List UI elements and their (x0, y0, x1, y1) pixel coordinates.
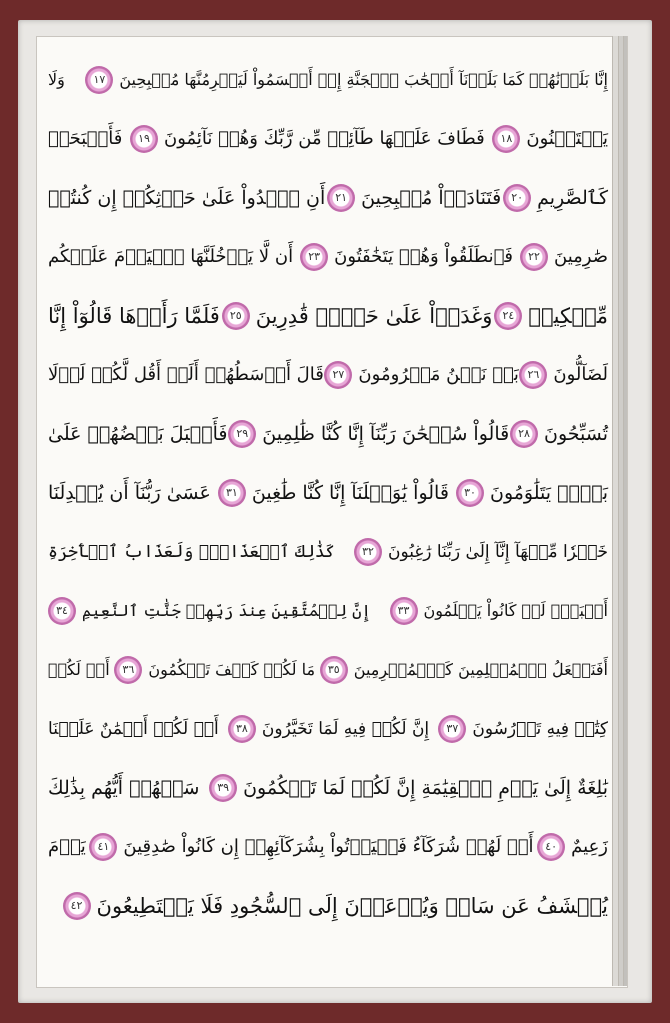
verse-line (48, 581, 608, 640)
verse-segment (48, 187, 325, 209)
verse-text: إِنَّ لَكُمۡ فِيهِ لَمَا تَخَيَّرُونَ (261, 718, 430, 739)
verse-text: تُسَبِّحُونَ (543, 422, 608, 445)
verse-line (48, 109, 608, 168)
verse-line (48, 817, 608, 876)
ayah-number-marker: ١٩ (130, 125, 158, 153)
verse-text: كَذَٰلِكَ ٱلۡعَذَابُۖ وَلَعَذَابُ ٱلۡأٓخِرَةِ (48, 542, 335, 562)
verse-text: فَلَمَّا رَأَوۡهَا قَالُوٓاْ إِنَّا (48, 303, 220, 328)
verse-segment (209, 774, 608, 802)
verse-text: أَمۡ لَهُمۡ شُرَكَآءُ فَلۡيَأۡتُواْ بِشُرَكَآئِهِمۡ إِن كَانُواْ صَٰدِقِينَ (123, 836, 534, 857)
verse-segment (48, 246, 293, 267)
ayah-number-marker: ٢٩ (228, 420, 256, 448)
ayah-number-marker: ٤٠ (537, 833, 565, 861)
verse-text: أَمۡ لَكُمۡ (48, 660, 110, 679)
verse-text: أَن لَّا يَدۡخُلَنَّهَا ٱلۡيَوۡمَ عَلَيۡكُم (48, 246, 294, 267)
verse-text: يَسۡتَثۡنُونَ (526, 128, 608, 149)
verse-segment (324, 361, 518, 389)
ayah-number-marker: ٣٣ (390, 597, 418, 625)
verse-segment (492, 125, 608, 153)
verse-line (48, 876, 608, 935)
verse-line (48, 168, 608, 227)
verse-text: كَٱلصَّرِيمِ (537, 186, 608, 209)
verse-text: فَأَقۡبَلَ بَعۡضُهُمۡ عَلَىٰ (48, 422, 228, 445)
verse-segment (48, 777, 199, 799)
verse-segment (48, 423, 227, 445)
verse-text: وَلَا (48, 70, 65, 89)
verse-line (48, 463, 608, 522)
verse-segment (63, 892, 608, 920)
verse-text: يُكۡشَفُ عَن سَاقٖ وَيُدۡعَوۡنَ إِلَى ٱلسُّجُودِ فَلَا يَسۡتَطِيعُونَ (96, 893, 608, 918)
verse-text: إِنَّ لِلۡمُتَّقِينَ عِندَ رَبِّهِمۡ جَنَّٰتِ ٱلنَّعِيمِ (82, 601, 371, 620)
ayah-number-marker: ٢٨ (510, 420, 538, 448)
verse-segment (48, 482, 211, 504)
verse-segment (510, 420, 608, 448)
verse-segment (48, 70, 65, 89)
ayah-number-marker: ٣٨ (228, 715, 256, 743)
verse-segment (456, 479, 608, 507)
ayah-number-marker: ٣٤ (48, 597, 76, 625)
verse-text: أَكۡبَرُۚ لَوۡ كَانُواْ يَعۡلَمُونَ (423, 601, 608, 620)
ayah-number-marker: ٢١ (327, 184, 355, 212)
verse-segment (519, 361, 608, 389)
ayah-number-marker: ٤٢ (63, 892, 91, 920)
verse-segment (390, 597, 609, 625)
verse-segment (85, 66, 608, 94)
ayah-number-marker: ٢٦ (519, 361, 547, 389)
ayah-number-marker: ٢٥ (222, 302, 250, 330)
verse-segment (537, 833, 608, 861)
verse-text: كِتَٰبٞ فِيهِ تَدۡرُسُونَ (472, 718, 608, 739)
verse-segment (48, 597, 371, 625)
ayah-number-marker: ٣١ (218, 479, 246, 507)
verse-segment (48, 660, 110, 679)
verse-text: فَطَافَ عَلَيۡهَا طَآئِفٞ مِّن رَّبِّكَ وَهُمۡ نَآئِمُونَ (163, 128, 485, 149)
ayah-number-marker: ٣٥ (320, 656, 348, 684)
page-edge (623, 36, 627, 986)
verse-segment (89, 833, 533, 861)
verse-text: قَالُواْ يَٰوَيۡلَنَآ إِنَّا كُنَّا طَٰغِينَ (251, 481, 449, 504)
verse-segment (520, 243, 608, 271)
ayah-number-marker: ١٨ (492, 125, 520, 153)
ayah-number-marker: ٢٠ (503, 184, 531, 212)
ayah-number-marker: ٤١ (89, 833, 117, 861)
verse-segment (48, 364, 324, 385)
verse-text: سَلۡهُمۡ أَيُّهُم بِذَٰلِكَ (48, 776, 200, 799)
verse-text: زَعِيمٌ (571, 836, 608, 857)
verse-text: وَغَدَوۡاْ عَلَىٰ حَرۡدٖ قَٰدِرِينَ (255, 303, 493, 328)
verse-line (48, 286, 608, 345)
verse-segment (48, 128, 122, 149)
verse-text: يَوۡمَ (48, 836, 86, 857)
verse-segment (320, 656, 608, 684)
verse-text: قَالُواْ سُبۡحَٰنَ رَبِّنَآ إِنَّا كُنَّا ظَٰلِمِينَ (262, 422, 510, 445)
verse-text: أَنِ ٱغۡدُواْ عَلَىٰ حَرۡثِكُمۡ إِن كُنتُمۡ (48, 186, 326, 209)
ayah-number-marker: ٢٣ (300, 243, 328, 271)
ayah-number-marker: ١٧ (85, 66, 113, 94)
verse-text: فَٱنطَلَقُواْ وَهُمۡ يَتَخَٰفَتُونَ (334, 246, 513, 267)
ayah-number-marker: ٢٤ (494, 302, 522, 330)
verse-segment (228, 420, 509, 448)
verse-text: عَسَىٰ رَبُّنَآ أَن يُبۡدِلَنَا (48, 481, 211, 504)
verse-line (48, 640, 608, 699)
verse-segment (218, 479, 449, 507)
verse-text: أَمۡ لَكُمۡ أَيۡمَٰنٌ عَلَيۡنَا (48, 718, 219, 739)
verse-text: فَتَنَادَوۡاْ مُصۡبِحِينَ (361, 186, 502, 209)
ayah-number-marker: ٣٠ (456, 479, 484, 507)
ayah-number-marker: ٣٢ (354, 538, 382, 566)
verse-segment (354, 538, 608, 566)
ayah-number-marker: ٢٢ (520, 243, 548, 271)
verse-line (48, 758, 608, 817)
verse-segment (494, 302, 608, 330)
verse-segment (222, 302, 493, 330)
verse-segment (503, 184, 608, 212)
ayah-number-marker: ٣٧ (438, 715, 466, 743)
verse-segment (300, 243, 513, 271)
verse-segment (130, 125, 485, 153)
verse-segment (48, 541, 335, 562)
verse-text: بَعۡضٖ يَتَلَٰوَمُونَ (489, 481, 608, 504)
ayah-number-marker: ٢٧ (324, 361, 352, 389)
verse-line (48, 227, 608, 286)
verse-text: إِنَّا بَلَوۡنَٰهُمۡ كَمَا بَلَوۡنَآ أَصۡحَٰبَ ٱلۡجَنَّةِ إِذۡ أَقۡسَمُواْ لَيَصۡرِمُنَّهَا مُصۡبِحِينَ (119, 70, 608, 89)
verse-lines (48, 50, 608, 935)
verse-text: بَٰلِغَةٌ إِلَىٰ يَوۡمِ ٱلۡقِيَٰمَةِ إِنَّ لَكُمۡ لَمَا تَحۡكُمُونَ (243, 776, 608, 799)
verse-text: أَفَنَجۡعَلُ ٱلۡمُسۡلِمِينَ كَٱلۡمُجۡرِمِينَ (353, 660, 608, 679)
verse-text: خَيۡرٗا مِّنۡهَآ إِنَّآ إِلَىٰ رَبِّنَا رَٰغِبُونَ (387, 541, 608, 562)
verse-line (48, 404, 608, 463)
verse-segment (48, 836, 86, 857)
verse-line (48, 345, 608, 404)
verse-segment (228, 715, 429, 743)
verse-text: فَأَصۡبَحَتۡ (48, 128, 123, 149)
verse-text: لَضَآلُّونَ (553, 364, 608, 385)
verse-segment (48, 304, 220, 328)
verse-text: قَالَ أَوۡسَطُهُمۡ أَلَمۡ أَقُل لَّكُمۡ لَوۡلَا (48, 364, 324, 385)
verse-text: مِّسۡكِينٞ (528, 303, 608, 328)
verse-segment (114, 656, 315, 684)
verse-text: مَا لَكُمۡ كَيۡفَ تَحۡكُمُونَ (148, 660, 316, 679)
ayah-number-marker: ٣٩ (209, 774, 237, 802)
ayah-number-marker: ٣٦ (114, 656, 142, 684)
verse-segment (327, 184, 501, 212)
verse-line (48, 50, 608, 109)
verse-line (48, 522, 608, 581)
verse-segment (48, 719, 219, 739)
verse-text: بَلۡ نَحۡنُ مَحۡرُومُونَ (358, 364, 519, 385)
verse-segment (438, 715, 608, 743)
verse-text: صَٰرِمِينَ (554, 246, 608, 267)
verse-line (48, 699, 608, 758)
